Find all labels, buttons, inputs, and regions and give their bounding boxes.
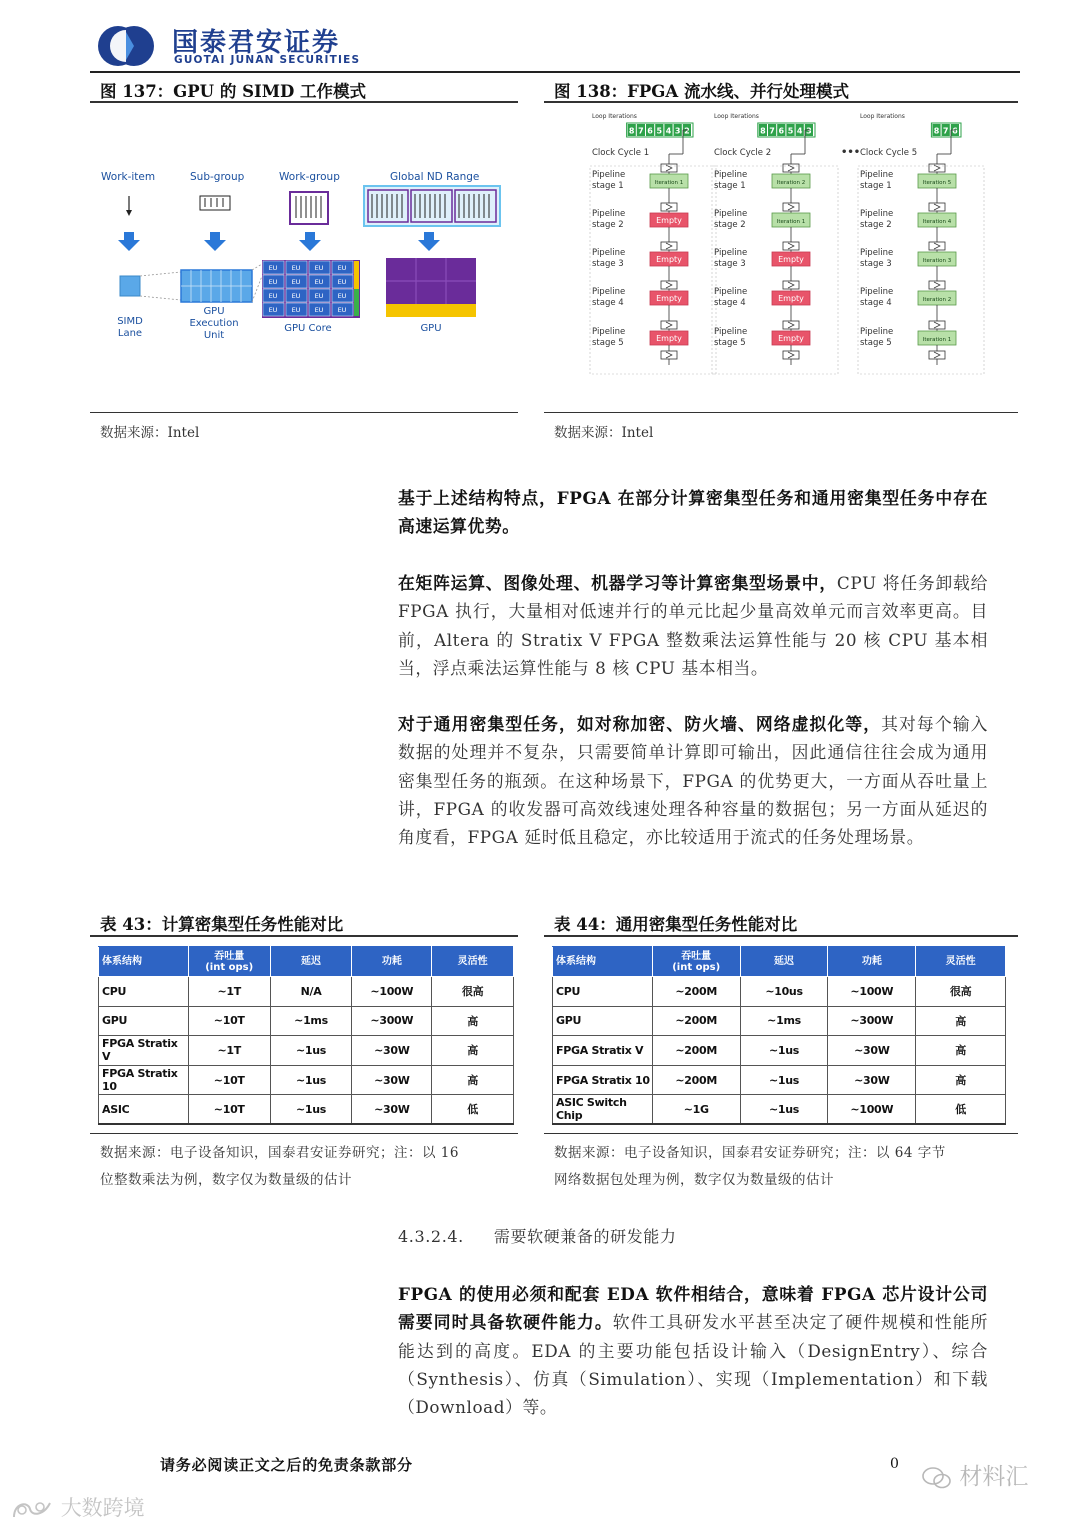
- svg-text:EU: EU: [268, 278, 278, 286]
- table-row: [553, 977, 1006, 1007]
- table-cell: 高: [916, 1006, 1006, 1036]
- table-cell: ~10T: [188, 1065, 270, 1095]
- svg-text:EU: EU: [291, 292, 301, 300]
- table-cell: ~10T: [188, 1095, 270, 1125]
- pipeline-register: [661, 164, 677, 172]
- pipeline-register: [661, 203, 677, 211]
- paragraph-1: [398, 484, 988, 541]
- stage-box-label: Iteration 1: [654, 180, 684, 186]
- pipeline-stage-number: stage 2: [860, 220, 892, 230]
- stage-box-label: Empty: [656, 294, 682, 303]
- table-header: 灵活性: [432, 947, 514, 977]
- pipeline-register: [929, 321, 945, 329]
- stage-box-label: Empty: [656, 255, 682, 264]
- table-cell: ~30W: [352, 1065, 432, 1095]
- clock-cycle-label: Clock Cycle 2: [714, 148, 772, 158]
- loop-iteration-number: 6: [647, 126, 653, 136]
- table-header: 功耗: [352, 947, 432, 977]
- table-cell: CPU: [553, 977, 653, 1007]
- pipeline-stage-number: stage 2: [592, 220, 624, 230]
- paragraph-3-bold: 对于通用密集型任务，如对称加密、防火墙、网络虚拟化等，: [398, 714, 882, 734]
- table-cell: ~30W: [352, 1095, 432, 1125]
- pipeline-stage-label: Pipeline: [592, 287, 626, 297]
- pipeline-register: [783, 164, 799, 172]
- table-cell: GPU: [553, 1006, 653, 1036]
- loop-iteration-number: 6: [952, 126, 958, 136]
- table-cell: ~1ms: [270, 1006, 352, 1036]
- watermark-left: [10, 1492, 145, 1522]
- loop-iteration-number: 7: [769, 126, 775, 136]
- svg-text:EU: EU: [337, 292, 347, 300]
- table-cell: ~300W: [352, 1006, 432, 1036]
- table-cell: ~30W: [828, 1036, 916, 1066]
- svg-text:EU: EU: [268, 306, 278, 314]
- table-row: [99, 1065, 514, 1095]
- svg-text:EU: EU: [314, 278, 324, 286]
- pipeline-register: [661, 281, 677, 289]
- paragraph-3-text: 其对每个输入数据的处理并不复杂，只需要简单计算即可输出，因此通信往往会成为通用密集型任务的瓶颈。在这种场景下，FPGA 的优势更大，一方面从吞吐量上讲，FPGA 的收发器可高效线速处理各种容量的数据包；另一方面从延迟的角度看，FPGA 延时低且稳定，亦比较适用于流式的任务处理场景。: [398, 714, 988, 848]
- loop-iteration-number: 8: [760, 126, 766, 136]
- table-44-title: 表 44：通用密集型任务性能对比: [554, 915, 798, 934]
- pipeline-register: [783, 321, 799, 329]
- label-gpu-eu-2: Execution: [189, 318, 239, 329]
- table-header: 吞吐量 (int ops): [188, 947, 270, 977]
- table-header: 功耗: [828, 947, 916, 977]
- table-row: [99, 1095, 514, 1125]
- stage-box-label: Iteration 4: [922, 219, 952, 225]
- table-cell: ~1ms: [740, 1006, 828, 1036]
- table-cell: 高: [432, 1065, 514, 1095]
- table-cell: ~200M: [652, 1065, 740, 1095]
- pipeline-register: [929, 242, 945, 250]
- pipeline-stage-number: stage 5: [592, 338, 624, 348]
- table-header: 体系结构: [99, 947, 189, 977]
- table-44-source-1: 数据来源：电子设备知识，国泰君安证券研究；注：以 64 字节: [554, 1145, 946, 1161]
- pipeline-stage-number: stage 4: [860, 298, 892, 308]
- paragraph-2-bold: 在矩阵运算、图像处理、机器学习等计算密集型场景中，: [398, 573, 837, 593]
- pipeline-stage-label: Pipeline: [714, 327, 748, 337]
- table-43-source-1: 数据来源：电子设备知识，国泰君安证券研究；注：以 16: [100, 1145, 459, 1161]
- svg-text:EU: EU: [337, 306, 347, 314]
- stage-box-label: Empty: [778, 334, 804, 343]
- table-cell: ~100W: [352, 977, 432, 1007]
- loop-iteration-number: 7: [638, 126, 644, 136]
- pipeline-stage-label: Pipeline: [860, 170, 894, 180]
- table-43: [98, 946, 514, 1125]
- stage-box-label: Iteration 5: [922, 180, 952, 186]
- stage-box-label: Empty: [778, 255, 804, 264]
- pipeline-register: [661, 321, 677, 329]
- loop-iterations-label: Loop Iterations: [592, 113, 637, 120]
- paragraph-4: [398, 1280, 988, 1421]
- table-cell: 高: [432, 1036, 514, 1066]
- table-cell: 很高: [916, 977, 1006, 1007]
- loop-iteration-number: 5: [656, 126, 663, 136]
- loop-iteration-number: 7: [942, 126, 949, 136]
- header-divider: [90, 71, 1020, 73]
- pipeline-stage-number: stage 1: [860, 181, 892, 191]
- pipeline-stage-number: stage 5: [860, 338, 892, 348]
- table-cell: N/A: [270, 977, 352, 1007]
- label-simd-2: Lane: [117, 328, 143, 339]
- pipeline-stage-label: Pipeline: [592, 170, 626, 180]
- stage-box-label: Iteration 2: [922, 297, 952, 303]
- clock-cycle-label: Clock Cycle 1: [592, 148, 650, 158]
- pipeline-register: [929, 164, 945, 172]
- table-43-bottom-rule: [90, 1133, 518, 1134]
- watermark-right-text: 材料汇: [959, 1464, 1029, 1490]
- svg-text:EU: EU: [291, 278, 301, 286]
- table-cell: 高: [916, 1065, 1006, 1095]
- paragraph-2: [398, 569, 988, 682]
- table-cell: 低: [916, 1095, 1006, 1125]
- pipeline-register: [783, 281, 799, 289]
- figure-137-bottom-rule: [90, 412, 518, 413]
- table-44: [552, 946, 1006, 1125]
- paragraph-1-bold: 基于上述结构特点，FPGA 在部分计算密集型任务和通用密集型任务中存在高速运算优势。: [398, 488, 988, 537]
- table-cell: ~10us: [740, 977, 828, 1007]
- loop-iteration-number: 8: [628, 126, 635, 136]
- svg-text:EU: EU: [268, 264, 278, 272]
- figure-138-bottom-rule: [544, 412, 1018, 413]
- pipeline-stage-number: stage 4: [592, 298, 624, 308]
- svg-text:EU: EU: [268, 292, 278, 300]
- table-cell: FPGA Stratix V: [99, 1036, 189, 1066]
- table-cell: ~1T: [188, 977, 270, 1007]
- label-sub-group: Sub-group: [190, 171, 245, 183]
- pipeline-register: [661, 351, 677, 359]
- table-cell: ~1us: [270, 1065, 352, 1095]
- pipeline-stage-number: stage 5: [714, 338, 746, 348]
- paragraph-3: [398, 710, 988, 851]
- table-43-source-2: 位整数乘法为例，数字仅为数量级的估计: [100, 1172, 352, 1188]
- table-cell: GPU: [99, 1006, 189, 1036]
- brand-name-cn: 国泰君安证券: [172, 28, 341, 58]
- section-number: 4.3.2.4.: [398, 1227, 464, 1246]
- stage-box-label: Iteration 1: [922, 337, 952, 343]
- table-header: 吞吐量 (int ops): [652, 947, 740, 977]
- table-header: 延迟: [270, 947, 352, 977]
- pipeline-stage-number: stage 3: [592, 259, 624, 269]
- label-gpu-eu-3: Unit: [203, 330, 225, 341]
- paragraph-2-text: CPU 将任务卸载给 FPGA 执行，大量相对低速并行的单元比起少量高效单元而言效率更高。目前，Altera 的 Stratix V FPGA 整数乘法运算性能与 20 核 CPU 基本相当，浮点乘法运算性能与 8 核 CPU 基本相当。: [398, 573, 988, 678]
- table-cell: ~1us: [270, 1036, 352, 1066]
- loop-iteration-number: 3: [806, 126, 812, 136]
- table-43-title: 表 43：计算密集型任务性能对比: [100, 915, 344, 934]
- table-header: 延迟: [740, 947, 828, 977]
- section-heading: [398, 1224, 676, 1247]
- brand-logo-icon: [94, 22, 158, 70]
- clock-cycle-label: Clock Cycle 5: [860, 148, 918, 158]
- label-global-nd-range: Global ND Range: [390, 171, 480, 183]
- pipeline-stage-number: stage 2: [714, 220, 746, 230]
- table-cell: ~30W: [828, 1065, 916, 1095]
- footer-disclaimer: 请务必阅读正文之后的免责条款部分: [160, 1456, 413, 1474]
- wechat-icon: [922, 1466, 952, 1490]
- watermark-logo-icon: [10, 1497, 54, 1521]
- paragraph-4-bold: FPGA 的使用必须和配套 EDA 软件相结合，意味着 FPGA 芯片设计公司需要同时具备软硬件能力。: [398, 1284, 988, 1333]
- stage-box-label: Empty: [656, 216, 682, 225]
- table-row: [553, 1095, 1006, 1125]
- pipeline-register: [783, 203, 799, 211]
- table-row: [99, 977, 514, 1007]
- table-header: 体系结构: [553, 947, 653, 977]
- table-cell: ASIC Switch Chip: [553, 1095, 653, 1125]
- figure-137-diagram: [90, 104, 518, 410]
- section-title: 需要软硬兼备的研发能力: [493, 1227, 677, 1246]
- label-gpu-eu-1: GPU: [203, 306, 225, 317]
- table-cell: ~200M: [652, 1036, 740, 1066]
- table-row: [99, 1006, 514, 1036]
- watermark-left-text: 大数跨境: [60, 1496, 145, 1520]
- loop-iteration-number: 8: [933, 126, 940, 136]
- svg-text:EU: EU: [337, 264, 347, 272]
- table-cell: ~1G: [652, 1095, 740, 1125]
- pipeline-register: [783, 242, 799, 250]
- label-simd-1: SIMD: [117, 316, 143, 327]
- loop-iteration-number: 4: [665, 126, 672, 136]
- table-cell: ~1us: [740, 1065, 828, 1095]
- table-cell: ~1us: [740, 1095, 828, 1125]
- table-43-top-rule: [90, 935, 518, 937]
- table-43-header-row: [99, 947, 514, 977]
- brand-name-en: GUOTAI JUNAN SECURITIES: [174, 54, 361, 66]
- svg-text:EU: EU: [337, 278, 347, 286]
- table-row: [553, 1036, 1006, 1066]
- pipeline-stage-label: Pipeline: [714, 287, 748, 297]
- pipeline-register: [929, 203, 945, 211]
- table-row: [553, 1065, 1006, 1095]
- table-row: [553, 1006, 1006, 1036]
- svg-text:EU: EU: [314, 292, 324, 300]
- figure-138-diagram: [544, 104, 1018, 410]
- pipeline-stage-number: stage 1: [714, 181, 746, 191]
- table-cell: ~30W: [352, 1036, 432, 1066]
- table-44-top-rule: [544, 935, 1018, 937]
- table-header: 灵活性: [916, 947, 1006, 977]
- stage-box-label: Empty: [778, 294, 804, 303]
- stage-box-label: Iteration 1: [776, 219, 806, 225]
- loop-iterations-label: Loop Iterations: [860, 113, 905, 120]
- loop-iterations-label: Loop Iterations: [714, 113, 759, 120]
- table-cell: ~1T: [188, 1036, 270, 1066]
- table-cell: ~200M: [652, 977, 740, 1007]
- pipeline-stage-label: Pipeline: [714, 248, 748, 258]
- pipeline-stage-label: Pipeline: [860, 327, 894, 337]
- figure-138-source: 数据来源：Intel: [554, 425, 654, 441]
- table-cell: ~300W: [828, 1006, 916, 1036]
- pipeline-stage-label: Pipeline: [860, 209, 894, 219]
- table-cell: FPGA Stratix 10: [99, 1065, 189, 1095]
- figure-137-source: 数据来源：Intel: [100, 425, 200, 441]
- table-cell: 高: [916, 1036, 1006, 1066]
- figure-138-top-rule: [544, 101, 1018, 103]
- pipeline-register: [783, 351, 799, 359]
- pipeline-stage-number: stage 4: [714, 298, 746, 308]
- table-cell: 高: [432, 1006, 514, 1036]
- figure-137-top-rule: [90, 101, 518, 103]
- pipeline-stage-label: Pipeline: [860, 287, 894, 297]
- figure-137-title: 图 137：GPU 的 SIMD 工作模式: [100, 82, 367, 101]
- loop-iteration-number: 6: [778, 126, 785, 136]
- report-header: [90, 18, 1020, 74]
- loop-iteration-number: 4: [796, 126, 803, 136]
- loop-iteration-number: 2: [684, 126, 690, 136]
- pipeline-stage-label: Pipeline: [592, 327, 626, 337]
- pipeline-stage-label: Pipeline: [714, 170, 748, 180]
- fpga-pipeline-svg: [544, 104, 1018, 410]
- page-number: 0: [890, 1456, 899, 1472]
- loop-iteration-number: 3: [674, 126, 681, 136]
- svg-text:EU: EU: [314, 264, 324, 272]
- stage-box-label: Iteration 3: [922, 258, 952, 264]
- pipeline-register: [661, 242, 677, 250]
- pipeline-register: [929, 351, 945, 359]
- table-cell: ~100W: [828, 977, 916, 1007]
- table-44-source-2: 网络数据包处理为例，数字仅为数量级的估计: [554, 1172, 834, 1188]
- table-cell: ~100W: [828, 1095, 916, 1125]
- pipeline-stage-number: stage 3: [714, 259, 746, 269]
- table-cell: FPGA Stratix V: [553, 1036, 653, 1066]
- table-44-header-row: [553, 947, 1006, 977]
- pipeline-stage-label: Pipeline: [714, 209, 748, 219]
- table-row: [99, 1036, 514, 1066]
- table-cell: ~1us: [270, 1095, 352, 1125]
- pipeline-stage-number: stage 3: [860, 259, 892, 269]
- watermark-right: [922, 1458, 1028, 1491]
- panel-ellipsis: •••: [841, 147, 861, 158]
- label-gpu: GPU: [420, 323, 442, 334]
- pipeline-stage-label: Pipeline: [592, 209, 626, 219]
- table-cell: 低: [432, 1095, 514, 1125]
- svg-text:EU: EU: [291, 264, 301, 272]
- svg-text:EU: EU: [314, 306, 324, 314]
- loop-iteration-number: 5: [787, 126, 794, 136]
- pipeline-stage-number: stage 1: [592, 181, 624, 191]
- pipeline-register: [929, 281, 945, 289]
- svg-text:EU: EU: [291, 306, 301, 314]
- table-cell: FPGA Stratix 10: [553, 1065, 653, 1095]
- paragraph-4-text: 软件工具研发水平甚至决定了硬件规模和性能所能达到的高度。EDA 的主要功能包括设计输入（DesignEntry）、综合（Synthesis）、仿真（Simulation）、实现（Implementation）和下载（Download）等。: [398, 1312, 988, 1418]
- table-cell: ~1us: [740, 1036, 828, 1066]
- table-cell: CPU: [99, 977, 189, 1007]
- table-44-bottom-rule: [544, 1133, 1018, 1134]
- stage-box-label: Empty: [656, 334, 682, 343]
- label-work-group: Work-group: [279, 171, 340, 183]
- pipeline-stage-label: Pipeline: [860, 248, 894, 258]
- label-work-item: Work-item: [101, 171, 156, 183]
- table-cell: ASIC: [99, 1095, 189, 1125]
- pipeline-stage-label: Pipeline: [592, 248, 626, 258]
- label-gpu-core: GPU Core: [284, 323, 332, 334]
- table-cell: ~10T: [188, 1006, 270, 1036]
- table-cell: ~200M: [652, 1006, 740, 1036]
- table-cell: 很高: [432, 977, 514, 1007]
- stage-box-label: Iteration 2: [776, 180, 806, 186]
- figure-138-title: 图 138：FPGA 流水线、并行处理模式: [554, 82, 849, 101]
